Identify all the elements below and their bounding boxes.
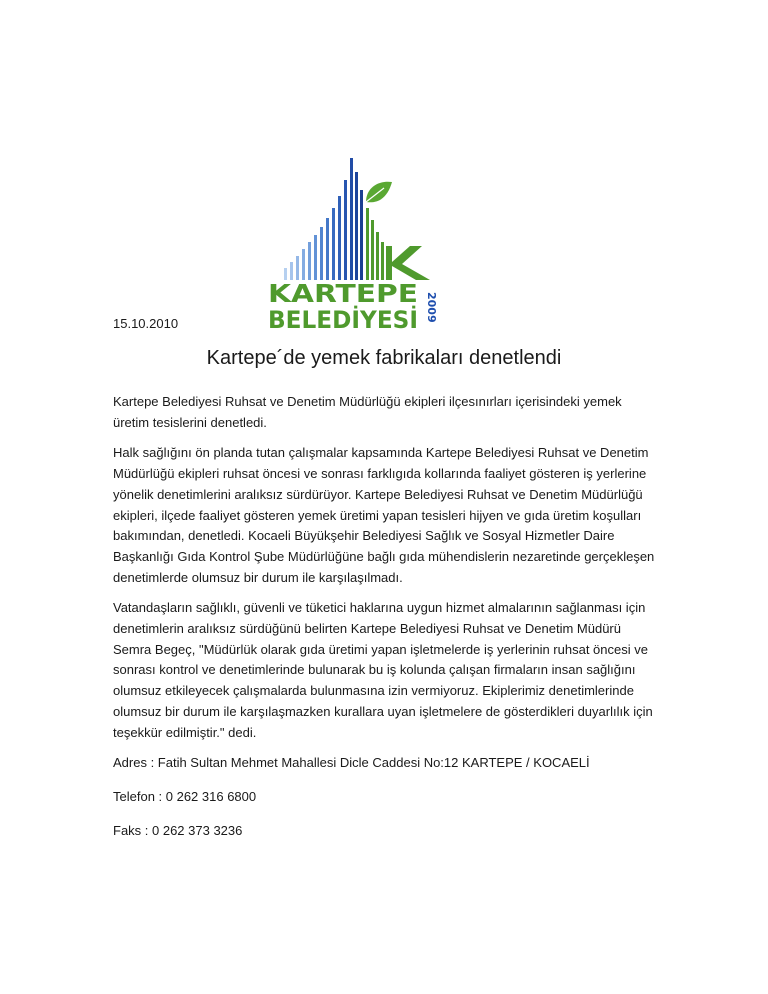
article-body (113, 392, 661, 854)
logo-graphic (262, 150, 438, 335)
kartepe-belediyesi-logo (262, 150, 438, 335)
article-title: Kartepe´de yemek fabrikaları denetlendi (206, 347, 562, 369)
logo-year: 2009 (425, 292, 438, 323)
contact-phone: Telefon : 0 262 316 6800 (113, 788, 257, 804)
logo-text-belediyesi: BELEDİYESİ (268, 306, 424, 334)
publication-date: 15.10.2010 (113, 316, 179, 331)
contact-address: Adres : Fatih Sultan Mehmet Mahallesi Dicle Caddesi No:12 KARTEPE / KOCAELİ (113, 755, 590, 771)
logo-text-kartepe: KARTEPE (268, 279, 418, 308)
paragraph-3: Vatandaşların sağlıklı, güvenli ve tüketici haklarına uygun hizmet almalarının sağlanması için denetimlerin aralıksız sürdüğünü belirten Kartepe Belediyesi Ruhsat ve Denetim Müdürü Semra Begeç, "Müdürlük olarak gıda üretimi yapan işletmelerde iş yerlerinin ruhsat öncesi ve sonrası kontrol ve denetimlerinde bulunarak bu iş kolunda çalışan firmaların insan sağlığını olumsuz etkileyecek çalışmalarda bulunmasına izin vermiyoruz. Ekiplerimiz denetimlerinde olumsuz bir durum ile karşılaşmazken kurallara uyan işletmelere de gösterdikleri duyarlılık için teşekkür edilmiştir." dedi. (113, 600, 653, 740)
paragraph-1: Kartepe Belediyesi Ruhsat ve Denetim Müdürlüğü ekipleri ilçesınırları içerisindeki yemek üretim tesislerini denetledi. (113, 394, 622, 430)
contact-fax: Faks : 0 262 373 3236 (113, 822, 243, 838)
paragraph-2: Halk sağlığını ön planda tutan çalışmalar kapsamında Kartepe Belediyesi Ruhsat ve Denetim Müdürlüğü ekipleri ruhsat öncesi ve sonrası farklıgıda kollarında faaliyet gösteren iş yerlerine yönelik denetimlerini aralıksız sürdürüyor. Kartepe Belediyesi Ruhsat ve Denetim Müdürlüğü ekipleri, ilçede faaliyet gösteren yemek üretimi yapan tesisleri hijyen ve gıda üretim koşulları bakımından, denetledi. Kocaeli Büyükşehir Belediyesi Sağlık ve Sosyal Hizmetler Daire Başkanlığı Gıda Kontrol Şube Müdürlüğüne bağlı gıda mühendislerin nezaretinde gerçekleşen denetimlerde olumsuz bir durum ile karşılaşılmadı. (113, 445, 655, 585)
